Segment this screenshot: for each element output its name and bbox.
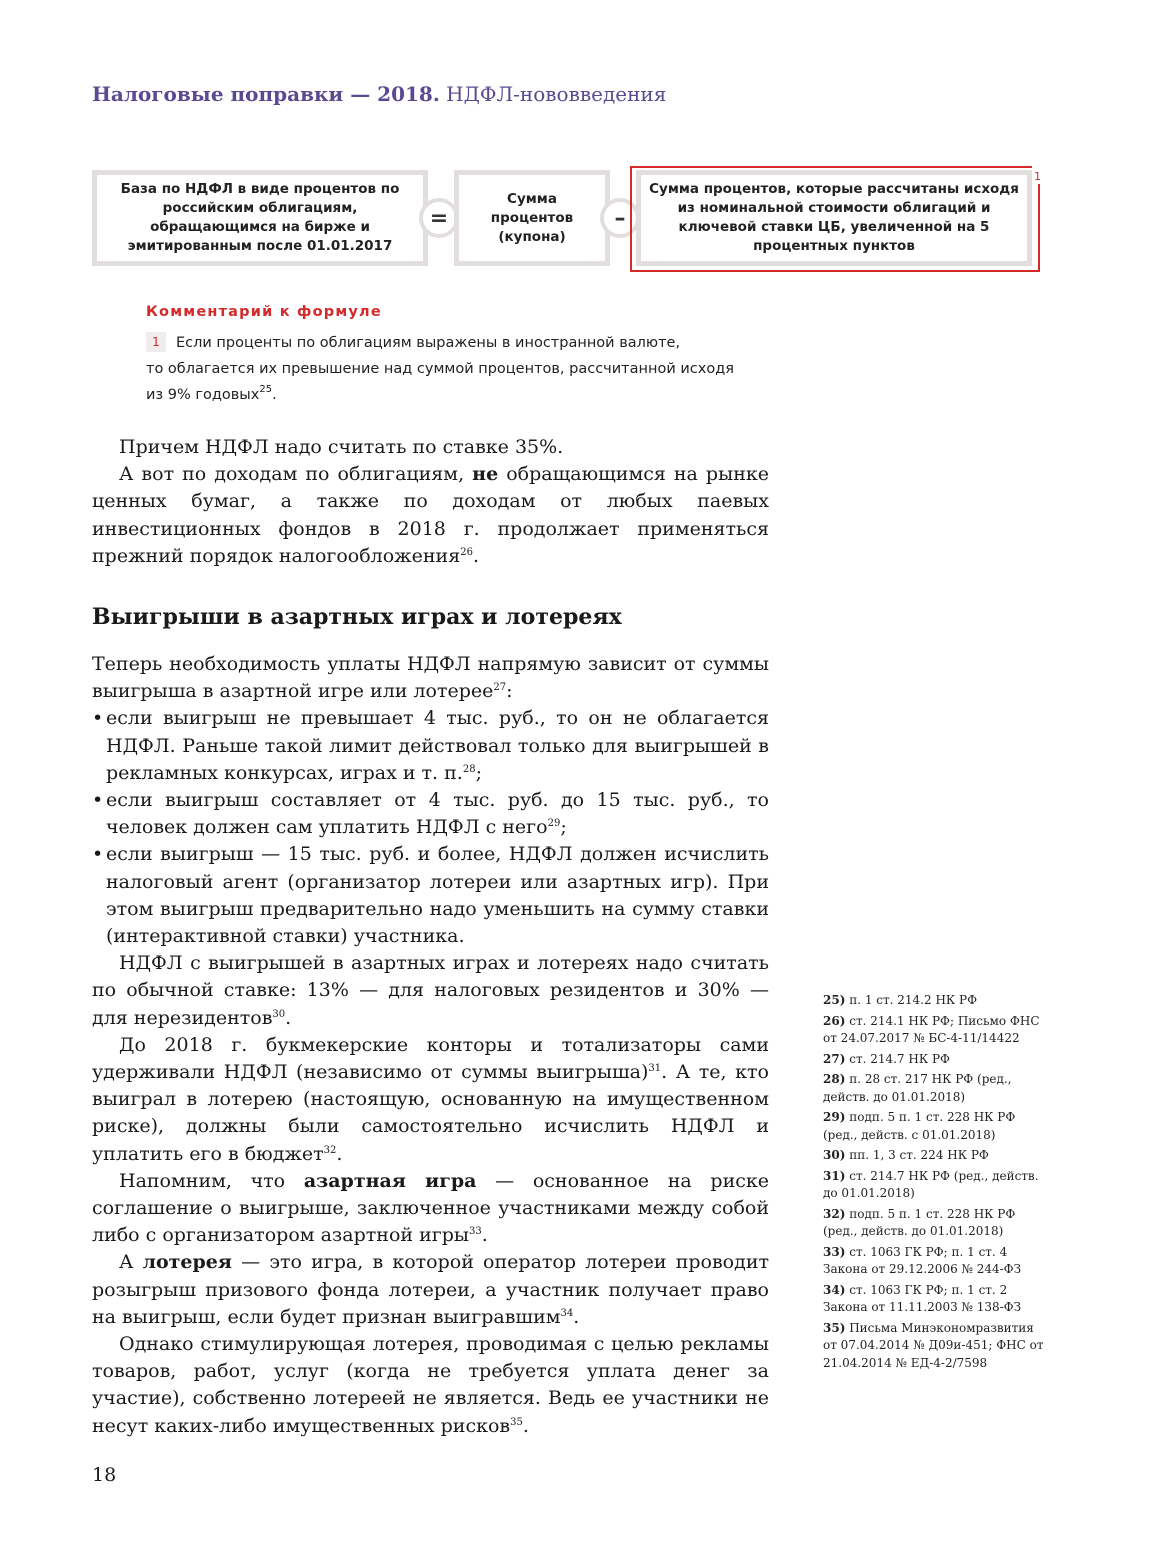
section-p4-b: — основанное на риске соглашение о выигрыше, заключенное участниками между собой либо с организатором азартной игры <box>92 1169 769 1247</box>
comment-title: Комментарий к формуле <box>146 304 382 320</box>
footnote-text: ст. 214.7 НК РФ (ред., действ. до 01.01.2018) <box>823 1168 1039 1200</box>
footnote-number: 29) <box>823 1110 846 1124</box>
formula-box-base <box>92 170 428 266</box>
formula-box-coupon-text: Сумма процентов (купона) <box>490 190 574 245</box>
footnote-text: ст. 1063 ГК РФ; п. 1 ст. 2 Закона от 11.11.2003 № 138-ФЗ <box>823 1282 1022 1314</box>
footnote-number: 25) <box>823 993 846 1007</box>
bullet-2-text: если выигрыш составляет от 4 тыс. руб. до 15 тыс. руб., то человек должен сам уплатить НДФЛ с него <box>106 789 769 839</box>
footnote-ref: 32 <box>323 1144 337 1156</box>
minus-icon: – <box>600 198 640 238</box>
section-paragraph-5 <box>92 1249 769 1331</box>
comment-line-3 <box>146 382 746 408</box>
section-paragraph-2 <box>92 950 769 1032</box>
footnote-ref: 28 <box>462 763 476 775</box>
intro-text <box>92 434 769 570</box>
intro-p2-bold: не <box>472 463 499 486</box>
footnote-text: подп. 5 п. 1 ст. 228 НК РФ (ред., действ. с 01.01.2018) <box>823 1110 1016 1142</box>
section-p2-end: . <box>285 1006 292 1029</box>
footnote-item <box>823 1147 1045 1165</box>
section-heading: Выигрыши в азартных играх и лотереях <box>92 604 622 630</box>
intro-paragraph-2 <box>92 461 769 570</box>
footnote-number: 31) <box>823 1168 846 1183</box>
footnote-number: 32) <box>823 1206 846 1221</box>
formula-marker: 1 <box>1034 170 1041 183</box>
section-p1-end: : <box>506 680 513 703</box>
intro-paragraph-1: Причем НДФЛ надо считать по ставке 35%. <box>119 436 564 458</box>
footnote-ref: 29 <box>547 818 561 830</box>
footnote-text: ст. 214.7 НК РФ <box>849 1051 950 1066</box>
footnote-number: 30) <box>823 1148 846 1162</box>
footnote-text: Письма Минэкономразвития от 07.04.2014 № Д09и-451; ФНС от 21.04.2014 № ЕД-4-2/7598 <box>823 1320 1044 1370</box>
section-p4-end: . <box>481 1224 488 1247</box>
bullet-item-3: • если выигрыш — 15 тыс. руб. и более, НДФЛ должен исчислить налоговый агент (организатор лотереи или азартных игр). При этом выигрыш предварительно надо уменьшить на сумму ставки (интерактивной ставки) участника. <box>92 841 769 950</box>
section-p3-a: До 2018 г. букмекерские конторы и тотализаторы сами удерживали НДФЛ (независимо от суммы выигрыша) <box>92 1033 769 1084</box>
term-gambling: азартная игра <box>303 1169 477 1192</box>
section-paragraph-4 <box>92 1168 769 1250</box>
footnote-item <box>823 1206 1045 1241</box>
page-number: 18 <box>92 1464 117 1486</box>
section-p5-b: — это игра, в которой оператор лотереи проводит розыгрыш призового фонда лотереи, а участник получает право на выигрыш, если будет признан выигравшим <box>92 1251 769 1328</box>
formula-box-key-rate-text: Сумма процентов, которые рассчитаны исходя из номинальной стоимости облигаций и ключевой ставки ЦБ, увеличенной на 5 процентных пунктов <box>649 181 1019 254</box>
running-head-bold: Налоговые поправки — 2018. <box>92 82 440 106</box>
footnote-text: ст. 1063 ГК РФ; п. 1 ст. 4 Закона от 29.12.2006 № 244-ФЗ <box>823 1244 1022 1276</box>
comment-line-1-text: Если проценты по облигациям выражены в иностранной валюте, <box>176 335 681 351</box>
section-p6-end: . <box>522 1414 529 1437</box>
footnote-item <box>823 1071 1045 1106</box>
footnote-ref: 33 <box>469 1226 482 1238</box>
footnote-item <box>823 1282 1045 1317</box>
footnote-item <box>823 1109 1045 1144</box>
footnote-item <box>823 1244 1045 1279</box>
comment-line-3-text: из 9% годовых <box>146 387 260 403</box>
term-lottery: лотерея <box>142 1251 232 1274</box>
footnote-ref: 31 <box>648 1063 662 1075</box>
intro-p2-a: А вот по доходам по облигациям, <box>119 463 465 486</box>
comment-line-2: то облагается их превышение над суммой процентов, рассчитанной исходя <box>146 361 734 377</box>
footnote-number: 35) <box>823 1320 846 1335</box>
footnote-ref: 26 <box>460 546 473 558</box>
footnote-ref: 27 <box>493 682 507 694</box>
bullet-item-1 <box>92 705 769 787</box>
section-paragraph-1 <box>92 651 769 705</box>
running-head-normal: НДФЛ-нововведения <box>446 82 667 106</box>
equals-icon: = <box>419 198 459 238</box>
footnote-ref: 34 <box>560 1307 574 1319</box>
section-p2-text: НДФЛ с выигрышей в азартных играх и лотереях надо считать по обычной ставке: 13% — для налоговых резидентов и 30% — для нерезидентов <box>92 952 769 1029</box>
footnote-item <box>823 1168 1045 1203</box>
footnote-ref: 30 <box>272 1008 286 1020</box>
formula-box-coupon <box>454 170 610 266</box>
footnote-item <box>823 992 1045 1010</box>
footnote-ref: 25 <box>259 384 273 395</box>
footnotes <box>823 992 1045 1375</box>
section-p3-end: . <box>336 1142 343 1165</box>
formula-box-key-rate <box>636 170 1032 266</box>
footnote-item <box>823 1013 1045 1048</box>
footnote-ref: 35 <box>510 1416 523 1428</box>
section-paragraph-6 <box>92 1331 769 1440</box>
footnote-number: 33) <box>823 1244 846 1259</box>
footnote-number: 26) <box>823 1013 846 1028</box>
footnote-text: ст. 214.1 НК РФ; Письмо ФНС от 24.07.2017 № БС-4-11/14422 <box>823 1013 1040 1045</box>
footnote-item <box>823 1051 1045 1069</box>
bullet-item-2 <box>92 787 769 841</box>
footnote-text: п. 28 ст. 217 НК РФ (ред., действ. до 01.01.2018) <box>823 1072 1012 1104</box>
formula-box-base-text: База по НДФЛ в виде процентов по российским облигациям, обращающимся на бирже и эмитированным после 01.01.2017 <box>120 181 400 254</box>
comment-line-3-end: . <box>272 387 277 403</box>
footnote-number: 27) <box>823 1051 846 1066</box>
section-paragraph-3 <box>92 1032 769 1168</box>
section-p4-a: Напомним, что <box>119 1169 286 1192</box>
comment-line-1 <box>146 330 746 356</box>
section-p5-a: А <box>119 1251 134 1274</box>
footnote-text: подп. 5 п. 1 ст. 228 НК РФ (ред., действ. до 01.01.2018) <box>823 1206 1016 1238</box>
section-p6-text: Однако стимулирующая лотерея, проводимая с целью рекламы товаров, работ, услуг (когда не требуется уплата денег за участие), собственно лотереей не является. Ведь ее участники не несут каких-либо имущественных рисков <box>92 1333 769 1437</box>
running-head <box>92 82 666 106</box>
footnote-text: пп. 1, 3 ст. 224 НК РФ <box>849 1148 989 1162</box>
footnote-number: 28) <box>823 1072 846 1086</box>
footnote-item <box>823 1320 1045 1373</box>
comment-body <box>146 330 746 408</box>
section-p3-b: . А те, кто выиграл в лотерею (настоящую, основанную на имущественном риске), должны были самостоятельно исчислить НДФЛ и уплатить его в бюджет <box>92 1061 769 1165</box>
bullet-2-end: ; <box>560 816 567 839</box>
intro-p2-b: обращающимся на рынке ценных бумаг, а также по доходам от любых паевых инвестиционных фондов в 2018 г. продолжает применяться прежний порядок налогообложения <box>92 463 769 567</box>
section-text <box>92 651 769 1440</box>
bullet-1-text: если выигрыш не превышает 4 тыс. руб., то он не облагается НДФЛ. Раньше такой лимит действовал только для выигрышей в рекламных конкурсах, играх и т. п. <box>106 707 769 784</box>
intro-p2-end: . <box>472 544 479 567</box>
section-p1-text: Теперь необходимость уплаты НДФЛ напрямую зависит от суммы выигрыша в азартной игре или лотерее <box>92 653 769 703</box>
footnote-text: п. 1 ст. 214.2 НК РФ <box>849 993 978 1007</box>
footnote-number: 34) <box>823 1282 846 1297</box>
bullet-1-end: ; <box>475 761 482 784</box>
comment-number-badge: 1 <box>146 332 166 352</box>
section-p5-end: . <box>573 1305 580 1328</box>
